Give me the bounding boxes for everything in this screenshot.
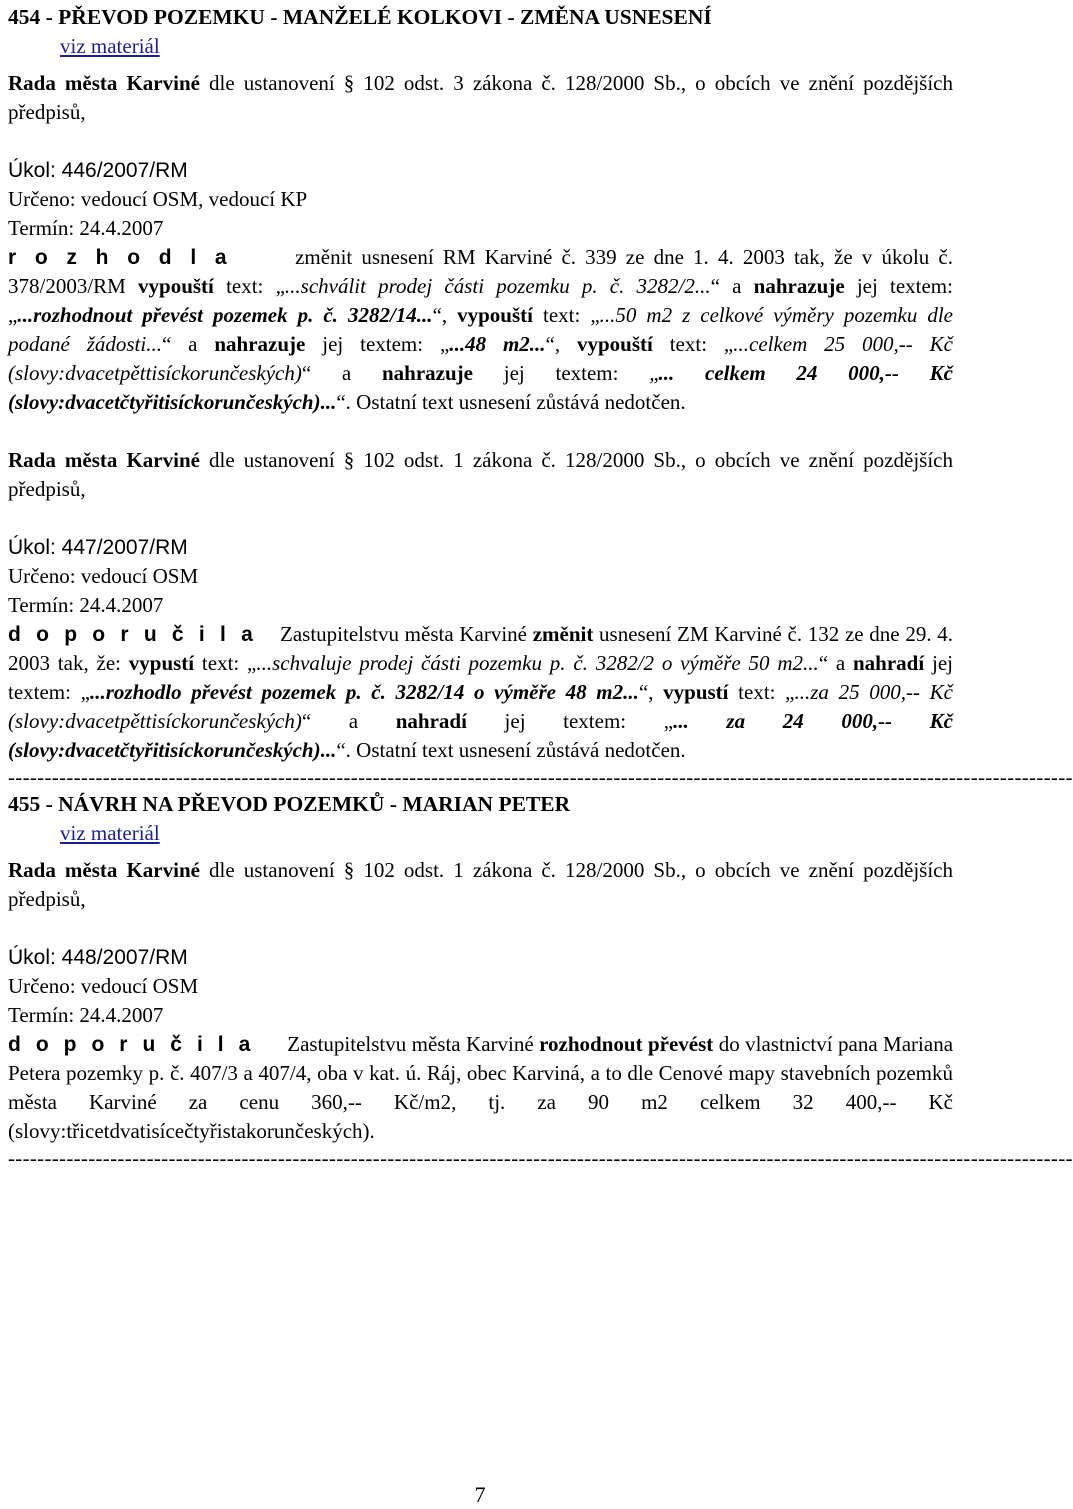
quoted-text: ...schvaluje prodej části pozemku p. č. 3282/2 o výměře 50 m2... (256, 651, 819, 675)
replacement-text: ...48 m2... (449, 332, 546, 356)
decision-text (8, 243, 953, 417)
decision-fragment: “, (545, 332, 577, 356)
council-name: Rada města Karviné (8, 448, 200, 472)
decision-fragment: jej textem: „ (8, 651, 953, 704)
decision-fragment: text: „ (213, 274, 285, 298)
page-number: 7 (474, 1482, 486, 1507)
legal-basis: dle ustanovení § 102 odst. 1 zákona č. 128/2000 Sb., o obcích ve znění pozdějších předpisů, (8, 448, 953, 501)
decision-keyword: nahrazuje (214, 332, 306, 356)
decision-fragment: Zastupitelstvu města Karviné (280, 622, 533, 646)
section-heading-455: 455 - NÁVRH NA PŘEVOD POZEMKŮ - MARIAN PETER (8, 792, 571, 816)
decision-fragment: jej textem: „ (305, 332, 450, 356)
decision-fragment: jej textem: „ (8, 274, 953, 327)
decision-fragment: “, (638, 680, 664, 704)
decision-fragment: jej textem: „ (473, 361, 659, 385)
replacement-text: ...rozhodlo převést pozemek p. č. 3282/14 o výměře 48 m2... (89, 680, 639, 704)
legal-basis: dle ustanovení § 102 odst. 1 zákona č. 128/2000 Sb., o obcích ve znění pozdějších předpisů, (8, 858, 953, 911)
decision-fragment: text: „ (652, 332, 734, 356)
task-deadline: Termín: 24.4.2007 (8, 1003, 164, 1027)
task-deadline: Termín: 24.4.2007 (8, 216, 164, 240)
task-number: Úkol: 446/2007/RM (8, 159, 188, 182)
decision-keyword: vypustí (663, 680, 729, 704)
quoted-text: ...schválit prodej části pozemku p. č. 3282/2... (284, 274, 711, 298)
decision-keyword: nahrazuje (382, 361, 473, 385)
decision-fragment: do vlastnictví pana Mariana Petera pozemky p. č. 407/3 a 407/4, oba v kat. ú. Ráj, obec Karviná, a to dle Cenové mapy stavebních pozemků města Karviné za cenu 360,-- Kč/m2, tj. za 90 m2 celkem 32 400,-- Kč (slovy:třicetdvatisícečtyřistakorunčeských). (8, 1032, 954, 1143)
decision-text (8, 1030, 953, 1146)
decision-fragment: Zastupitelstvu města Karviné (287, 1032, 540, 1056)
task-assignee: Určeno: vedoucí OSM (8, 564, 199, 588)
decision-keyword: nahradí (395, 709, 467, 733)
quoted-text: ...za 25 000,-- Kč (slovy:dvacetpěttisíckorunčeských) (8, 680, 953, 733)
section-separator: -------------------------------------------------------------------------------------------------------------------------------------------------- (8, 765, 1073, 789)
section-separator: -------------------------------------------------------------------------------------------------------------------------------------------------- (8, 1146, 1073, 1170)
council-statement (8, 446, 953, 504)
decision-keyword: rozhodnout převést (539, 1032, 714, 1056)
decision-keyword: nahrazuje (753, 274, 845, 298)
task-assignee: Určeno: vedoucí OSM, vedoucí KP (8, 187, 308, 211)
task-deadline: Termín: 24.4.2007 (8, 593, 164, 617)
decision-keyword: vypustí (128, 651, 195, 675)
decision-fragment: “ a (161, 332, 215, 356)
decision-keyword: vypouští (138, 274, 214, 298)
decision-fragment: “ a (301, 709, 396, 733)
decision-verb: d o p o r u č i l a (8, 623, 258, 646)
document-page (8, 2, 1073, 1170)
decision-fragment: “. Ostatní text usnesení zůstává nedotčen. (336, 738, 686, 762)
decision-keyword: vypouští (576, 332, 653, 356)
decision-text (8, 620, 953, 765)
task-number: Úkol: 447/2007/RM (8, 536, 188, 559)
council-statement (8, 69, 953, 127)
task-number: Úkol: 448/2007/RM (8, 946, 188, 969)
decision-fragment: jej textem: „ (466, 709, 674, 733)
council-statement (8, 856, 953, 914)
decision-fragment: “, (432, 303, 458, 327)
decision-fragment: “ a (818, 651, 853, 675)
material-link-454[interactable]: viz materiál (60, 34, 160, 58)
decision-fragment: změnit usnesení RM Karviné č. 339 ze dne 1. 4. 2003 tak, že v úkolu č. 378/2003/RM (8, 245, 954, 298)
decision-fragment: “. Ostatní text usnesení zůstává nedotčen. (336, 390, 686, 414)
decision-fragment: usnesení ZM Karviné č. 132 ze dne 29. 4. 2003 tak, že: (8, 622, 953, 675)
material-link-455[interactable]: viz materiál (60, 821, 160, 845)
decision-verb: d o p o r u č i l a (8, 1033, 255, 1056)
decision-keyword: nahradí (852, 651, 925, 675)
decision-keyword: změnit (532, 622, 594, 646)
decision-keyword: vypouští (457, 303, 533, 327)
legal-basis: dle ustanovení § 102 odst. 3 zákona č. 128/2000 Sb., o obcích ve znění pozdějších předpisů, (8, 71, 953, 124)
decision-fragment: text: „ (728, 680, 795, 704)
task-assignee: Určeno: vedoucí OSM (8, 974, 199, 998)
decision-verb: r o z h o d l a (8, 246, 232, 269)
decision-fragment: “ a (301, 361, 382, 385)
decision-fragment: text: „ (194, 651, 257, 675)
decision-fragment: “ a (710, 274, 754, 298)
decision-fragment: text: „ (532, 303, 600, 327)
replacement-text: ... celkem 24 000,-- Kč (slovy:dvacetčtyřitisíckorunčeských)... (8, 361, 953, 414)
quoted-text: ...50 m2 z celkové výměry pozemku dle podané žádosti... (8, 303, 953, 356)
section-heading-454: 454 - PŘEVOD POZEMKU - MANŽELÉ KOLKOVI - ZMĚNA USNESENÍ (8, 5, 712, 29)
replacement-text: ...rozhodnout převést pozemek p. č. 3282/14... (17, 303, 433, 327)
quoted-text: ...celkem 25 000,-- Kč (slovy:dvacetpěttisíckorunčeských) (8, 332, 953, 385)
replacement-text: ... za 24 000,-- Kč (slovy:dvacetčtyřitisíckorunčeských)... (8, 709, 953, 762)
council-name: Rada města Karviné (8, 858, 200, 882)
council-name: Rada města Karviné (8, 71, 200, 95)
